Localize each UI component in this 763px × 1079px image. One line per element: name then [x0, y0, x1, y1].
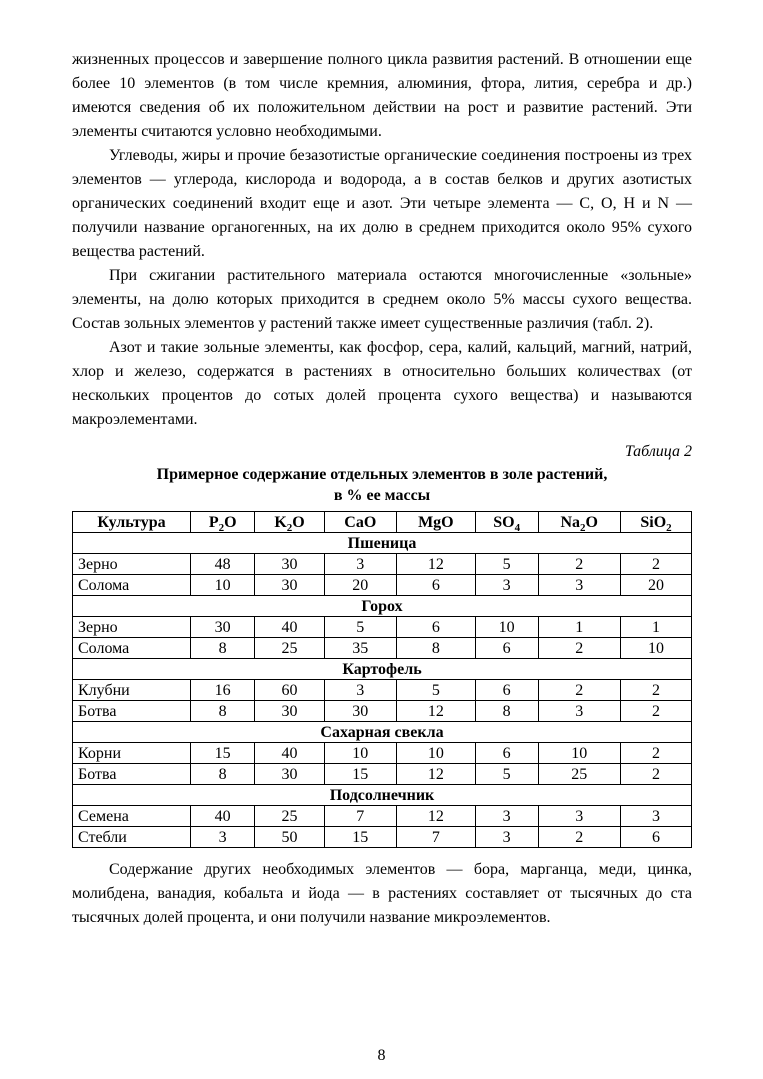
table-body	[73, 533, 692, 848]
row-label: Семена	[73, 806, 191, 827]
value-cell: 15	[191, 743, 255, 764]
value-cell: 30	[255, 764, 324, 785]
value-cell: 30	[255, 701, 324, 722]
table-row	[73, 554, 692, 575]
paragraph-macroelements: Азот и такие зольные элементы, как фосфор, сера, калий, кальций, магний, натрий, хлор и железо, содержатся в растениях в относительно больших количествах (от нескольких процентов до сотых долей процента сухого вещества) и называются макроэлементами.	[72, 339, 692, 428]
value-cell: 2	[538, 827, 620, 848]
value-cell: 2	[538, 554, 620, 575]
row-label: Зерно	[73, 554, 191, 575]
table-title-line2: в % ее массы	[333, 487, 431, 504]
table-row	[73, 764, 692, 785]
value-cell: 25	[538, 764, 620, 785]
value-cell: 10	[191, 575, 255, 596]
value-cell: 10	[620, 638, 691, 659]
paragraph-ash-elements: При сжигании растительного материала остаются многочисленные «зольные» элементы, на долю которых приходится в среднем около 5% массы сухого вещества. Состав зольных элементов у растений также имеет существенные различия (табл. 2).	[72, 267, 692, 332]
column-header-oxide: $K_2O$	[255, 512, 324, 533]
row-label: Ботва	[73, 764, 191, 785]
value-cell: 3	[475, 575, 538, 596]
value-cell: 8	[191, 701, 255, 722]
section-row	[73, 785, 692, 806]
value-cell: 3	[538, 701, 620, 722]
table-row	[73, 617, 692, 638]
value-cell: 2	[620, 764, 691, 785]
value-cell: 7	[396, 827, 475, 848]
value-cell: 1	[538, 617, 620, 638]
section-row	[73, 596, 692, 617]
value-cell: 1	[620, 617, 691, 638]
value-cell: 10	[324, 743, 396, 764]
row-label: Клубни	[73, 680, 191, 701]
column-header-culture: Культура	[73, 512, 191, 533]
section-row	[73, 659, 692, 680]
value-cell: 12	[396, 701, 475, 722]
value-cell: 3	[191, 827, 255, 848]
row-label: Корни	[73, 743, 191, 764]
row-label: Солома	[73, 638, 191, 659]
value-cell: 8	[396, 638, 475, 659]
value-cell: 15	[324, 827, 396, 848]
value-cell: 2	[620, 743, 691, 764]
value-cell: 16	[191, 680, 255, 701]
value-cell: 5	[324, 617, 396, 638]
value-cell: 6	[620, 827, 691, 848]
section-title: Горох	[73, 596, 692, 617]
column-header-oxide: $SO_4$	[475, 512, 538, 533]
section-title: Сахарная свекла	[73, 722, 692, 743]
table-row	[73, 743, 692, 764]
section-title: Картофель	[73, 659, 692, 680]
value-cell: 40	[255, 617, 324, 638]
value-cell: 12	[396, 554, 475, 575]
value-cell: 3	[324, 680, 396, 701]
paragraph-microelements: Содержание других необходимых элементов — бора, марганца, меди, цинка, молибдена, ванадия, кобальта и йода — в растениях составляет от тысячных до ста тысячных долей процента, и они получили название микроэлементов.	[72, 861, 692, 926]
value-cell: 30	[255, 554, 324, 575]
value-cell: 6	[396, 617, 475, 638]
table-label: Таблица 2	[624, 443, 692, 460]
value-cell: 48	[191, 554, 255, 575]
value-cell: 6	[475, 743, 538, 764]
column-header-oxide: $Na_2O$	[538, 512, 620, 533]
section-title: Подсолнечник	[73, 785, 692, 806]
value-cell: 40	[255, 743, 324, 764]
value-cell: 30	[255, 575, 324, 596]
value-cell: 3	[538, 806, 620, 827]
value-cell: 8	[191, 764, 255, 785]
value-cell: 30	[324, 701, 396, 722]
table-row	[73, 827, 692, 848]
row-label: Зерно	[73, 617, 191, 638]
value-cell: 3	[324, 554, 396, 575]
value-cell: 50	[255, 827, 324, 848]
value-cell: 60	[255, 680, 324, 701]
table-row	[73, 680, 692, 701]
value-cell: 30	[191, 617, 255, 638]
value-cell: 15	[324, 764, 396, 785]
value-cell: 7	[324, 806, 396, 827]
row-label: Ботва	[73, 701, 191, 722]
value-cell: 12	[396, 806, 475, 827]
value-cell: 12	[396, 764, 475, 785]
value-cell: 2	[620, 554, 691, 575]
value-cell: 25	[255, 806, 324, 827]
value-cell: 3	[538, 575, 620, 596]
paragraph-organogens: Углеводы, жиры и прочие безазотистые органические соединения построены из трех элементов — углерода, кислорода и водорода, а в состав белков и других азотистых органических соединений входит еще и азот. Эти четыре элемента — C, O, H и N — получили название органогенных, на их долю в среднем приходится около 95% сухого вещества растений.	[72, 147, 692, 260]
value-cell: 6	[475, 680, 538, 701]
value-cell: 6	[475, 638, 538, 659]
value-cell: 25	[255, 638, 324, 659]
column-header-oxide: SiO$_2$	[620, 512, 691, 533]
value-cell: 5	[475, 764, 538, 785]
table-row	[73, 575, 692, 596]
value-cell: 35	[324, 638, 396, 659]
value-cell: 2	[620, 701, 691, 722]
value-cell: 20	[324, 575, 396, 596]
paragraph-continuation: жизненных процессов и завершение полного цикла развития растений. В отношении еще более 10 элементов (в том числе кремния, алюминия, фтора, лития, серебра и др.) имеются сведения об их положительном действии на рост и развитие растений. Эти элементы считаются условно необходимыми.	[72, 51, 692, 140]
column-header-oxide: MgO	[396, 512, 475, 533]
value-cell: 8	[191, 638, 255, 659]
value-cell: 10	[538, 743, 620, 764]
table-title-line1: Примерное содержание отдельных элементов в золе растений,	[156, 466, 608, 483]
table-title	[72, 464, 692, 506]
value-cell: 20	[620, 575, 691, 596]
value-cell: 2	[538, 638, 620, 659]
value-cell: 10	[475, 617, 538, 638]
row-label: Солома	[73, 575, 191, 596]
value-cell: 2	[620, 680, 691, 701]
page-number: 8	[377, 1047, 386, 1064]
value-cell: 40	[191, 806, 255, 827]
elements-table	[72, 511, 692, 848]
table-row	[73, 638, 692, 659]
value-cell: 3	[475, 827, 538, 848]
section-row	[73, 722, 692, 743]
table-row	[73, 806, 692, 827]
column-header-oxide: CaO	[324, 512, 396, 533]
value-cell: 3	[620, 806, 691, 827]
value-cell: 8	[475, 701, 538, 722]
value-cell: 2	[538, 680, 620, 701]
column-header-oxide: $P_2O$	[191, 512, 255, 533]
value-cell: 6	[396, 575, 475, 596]
section-row	[73, 533, 692, 554]
table-header-row	[73, 512, 692, 533]
section-title: Пшеница	[73, 533, 692, 554]
value-cell: 3	[475, 806, 538, 827]
value-cell: 5	[396, 680, 475, 701]
value-cell: 10	[396, 743, 475, 764]
table-row	[73, 701, 692, 722]
row-label: Стебли	[73, 827, 191, 848]
value-cell: 5	[475, 554, 538, 575]
